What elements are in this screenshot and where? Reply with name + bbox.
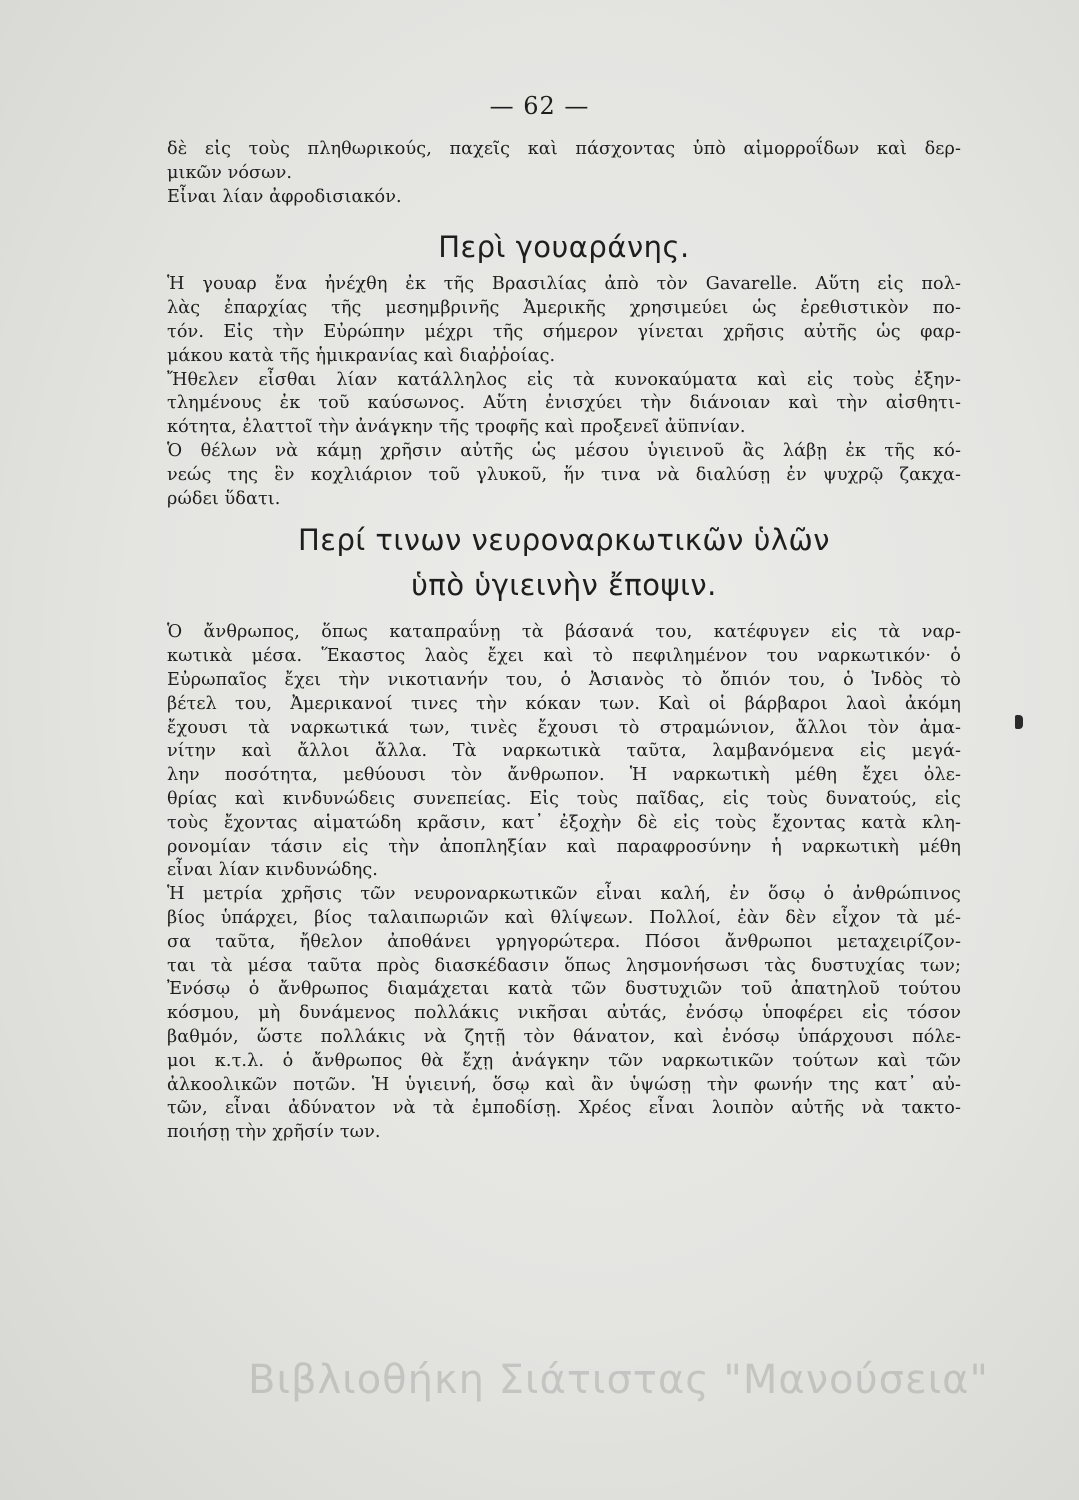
section-heading-narcotics-subtitle: ὑπὸ ὑγιεινὴν ἔποψιν. <box>411 568 717 603</box>
section-heading-narcotics: Περί τινων νευροναρκωτικῶν ὑλῶν <box>298 523 830 558</box>
text-line: Εἶναι λίαν ἀφροδισιακόν. <box>167 186 402 207</box>
page-number: — 62 — <box>489 92 590 120</box>
text-line: τόν. Εἰς τὴν Εὐρώπην μέχρι τῆς σήμερον γίνεται χρῆσις αὐτῆς ὡς φαρ- <box>167 321 961 342</box>
text-line: κότητα, ἐλαττοῖ τὴν ἀνάγκην τῆς τροφῆς καὶ προξενεῖ ἀϋπνίαν. <box>167 417 746 438</box>
text-line: λην ποσότητα, μεθύουσι τὸν ἄνθρωπον. Ἡ ναρκωτικὴ μέθη ἔχει ὀλε- <box>167 765 961 786</box>
text-line: νεώς της ἓν κοχλιάριον τοῦ γλυκοῦ, ἥν τινα νὰ διαλύσῃ ἐν ψυχρῷ ζακχα- <box>167 464 961 485</box>
text-line: μοι κ.τ.λ. ὁ ἄνθρωπος θὰ ἔχῃ ἀνάγκην τῶν ναρκωτικῶν τούτων καὶ τῶν <box>167 1050 961 1071</box>
text-line: Ἡ γουαρ ἔνα ἠνέχθη ἐκ τῆς Βρασιλίας ἀπὸ τὸν Gavarelle. Αὕτη εἰς πολ- <box>167 274 961 295</box>
text-line: Ἐνόσῳ ὁ ἄνθρωπος διαμάχεται κατὰ τῶν δυστυχιῶν τοῦ ἀπατηλοῦ τούτου <box>167 979 961 1000</box>
text-line: τῶν, εἶναι ἀδύνατον νὰ τὰ ἐμποδίσῃ. Χρέος εἶναι λοιπὸν αὐτῆς νὰ τακτο- <box>167 1098 961 1119</box>
text-line: κωτικὰ μέσα. Ἕκαστος λαὸς ἔχει καὶ τὸ πεφιλημένον του ναρκωτικόν· ὁ <box>167 646 961 667</box>
text-line: ρονομίαν τάσιν εἰς τὴν ἀποπληξίαν καὶ παραφροσύνην ἡ ναρκωτικὴ μέθη <box>167 836 961 857</box>
text-line: Ἡ μετρία χρῆσις τῶν νευροναρκωτικῶν εἶναι καλή, ἐν ὅσῳ ὁ ἀνθρώπινος <box>167 884 961 905</box>
text-line: Ὁ θέλων νὰ κάμῃ χρῆσιν αὐτῆς ὡς μέσου ὑγιεινοῦ ἂς λάβῃ ἐκ τῆς κό- <box>167 440 961 461</box>
text-line: ται τὰ μέσα ταῦτα πρὸς διασκέδασιν ὅπως λησμονήσωσι τὰς δυστυχίας των; <box>167 955 961 976</box>
section-heading-guarana: Περὶ γουαράνης. <box>438 230 690 265</box>
text-line: ἀλκοολικῶν ποτῶν. Ἡ ὑγιεινή, ὅσῳ καὶ ἂν ὑψώσῃ τὴν φωνήν της κατ᾽ αὐ- <box>167 1074 961 1095</box>
text-line: νίτην καὶ ἄλλοι ἄλλα. Τὰ ναρκωτικὰ ταῦτα, λαμβανόμενα εἰς μεγά- <box>167 741 961 762</box>
text-line: σα ταῦτα, ἤθελον ἀποθάνει γρηγορώτερα. Πόσοι ἄνθρωποι μεταχειρίζον- <box>167 931 961 952</box>
text-line: εἶναι λίαν κινδυνώδης. <box>167 860 378 881</box>
text-line: βαθμόν, ὥστε πολλάκις νὰ ζητῇ τὸν θάνατον, καὶ ἐνόσῳ ὑπάρχουσι πόλε- <box>167 1026 961 1047</box>
text-line: Ὁ ἄνθρωπος, ὅπως καταπραΰνῃ τὰ βάσανά του, κατέφυγεν εἰς τὰ ναρ- <box>167 622 961 643</box>
text-line: δὲ εἰς τοὺς πληθωρικούς, παχεῖς καὶ πάσχοντας ὑπὸ αἱμορροΐδων καὶ δερ- <box>167 139 961 159</box>
text-line: ἔχουσι τὰ ναρκωτικά των, τινὲς ἔχουσι τὸ στραμώνιον, ἄλλοι τὸν ἀμα- <box>167 717 961 738</box>
text-line: Ἤθελεν εἶσθαι λίαν κατάλληλος εἰς τὰ κυνοκαύματα καὶ εἰς τοὺς ἐξην- <box>167 369 961 390</box>
text-line: Εὐρωπαῖος ἔχει τὴν νικοτιανήν του, ὁ Ἀσιανὸς τὸ ὄπιόν του, ὁ Ἰνδὸς τὸ <box>167 669 961 690</box>
text-line: μάκου κατὰ τῆς ἡμικρανίας καὶ διαῤῥοίας. <box>167 345 556 366</box>
text-line: τλημένους ἐκ τοῦ καύσωνος. Αὕτη ἐνισχύει τὴν διάνοιαν καὶ τὴν αἰσθητι- <box>167 393 961 414</box>
text-line: ρώδει ὕδατι. <box>167 488 281 509</box>
text-line: ποιήσῃ τὴν χρῆσίν των. <box>167 1122 381 1143</box>
page-body <box>167 138 961 1145</box>
text-line: θρίας καὶ κινδυνώδεις συνεπείας. Εἰς τοὺς παῖδας, εἰς τοὺς δυνατούς, εἰς <box>167 788 961 809</box>
text-line: βέτελ του, Ἀμερικανοί τινες τὴν κόκαν των. Καὶ οἱ βάρβαροι λαοὶ ἀκόμη <box>167 693 961 714</box>
text-line: κόσμου, μὴ δυνάμενος πολλάκις νικῆσαι αὐτάς, ἐνόσῳ ὑποφέρει εἰς τόσον <box>167 1003 961 1024</box>
text-line: βίος ὑπάρχει, βίος ταλαιπωριῶν καὶ θλίψεων. Πολλοί, ἐὰν δὲν εἶχον τὰ μέ- <box>167 907 961 928</box>
text-line: τοὺς ἔχοντας αἱματώδη κρᾶσιν, κατ᾽ ἐξοχὴν δὲ εἰς τοὺς ἔχοντας κατὰ κλη- <box>167 812 961 833</box>
text-line: λὰς ἐπαρχίας τῆς μεσημβρινῆς Ἀμερικῆς χρησιμεύει ὡς ἐρεθιστικὸν πο- <box>167 298 961 319</box>
text-line: μικῶν νόσων. <box>167 162 293 183</box>
library-watermark: Βιβλιοθήκη Σιάτιστας "Μανούσεια" <box>248 1357 989 1403</box>
margin-mark <box>1015 715 1023 729</box>
